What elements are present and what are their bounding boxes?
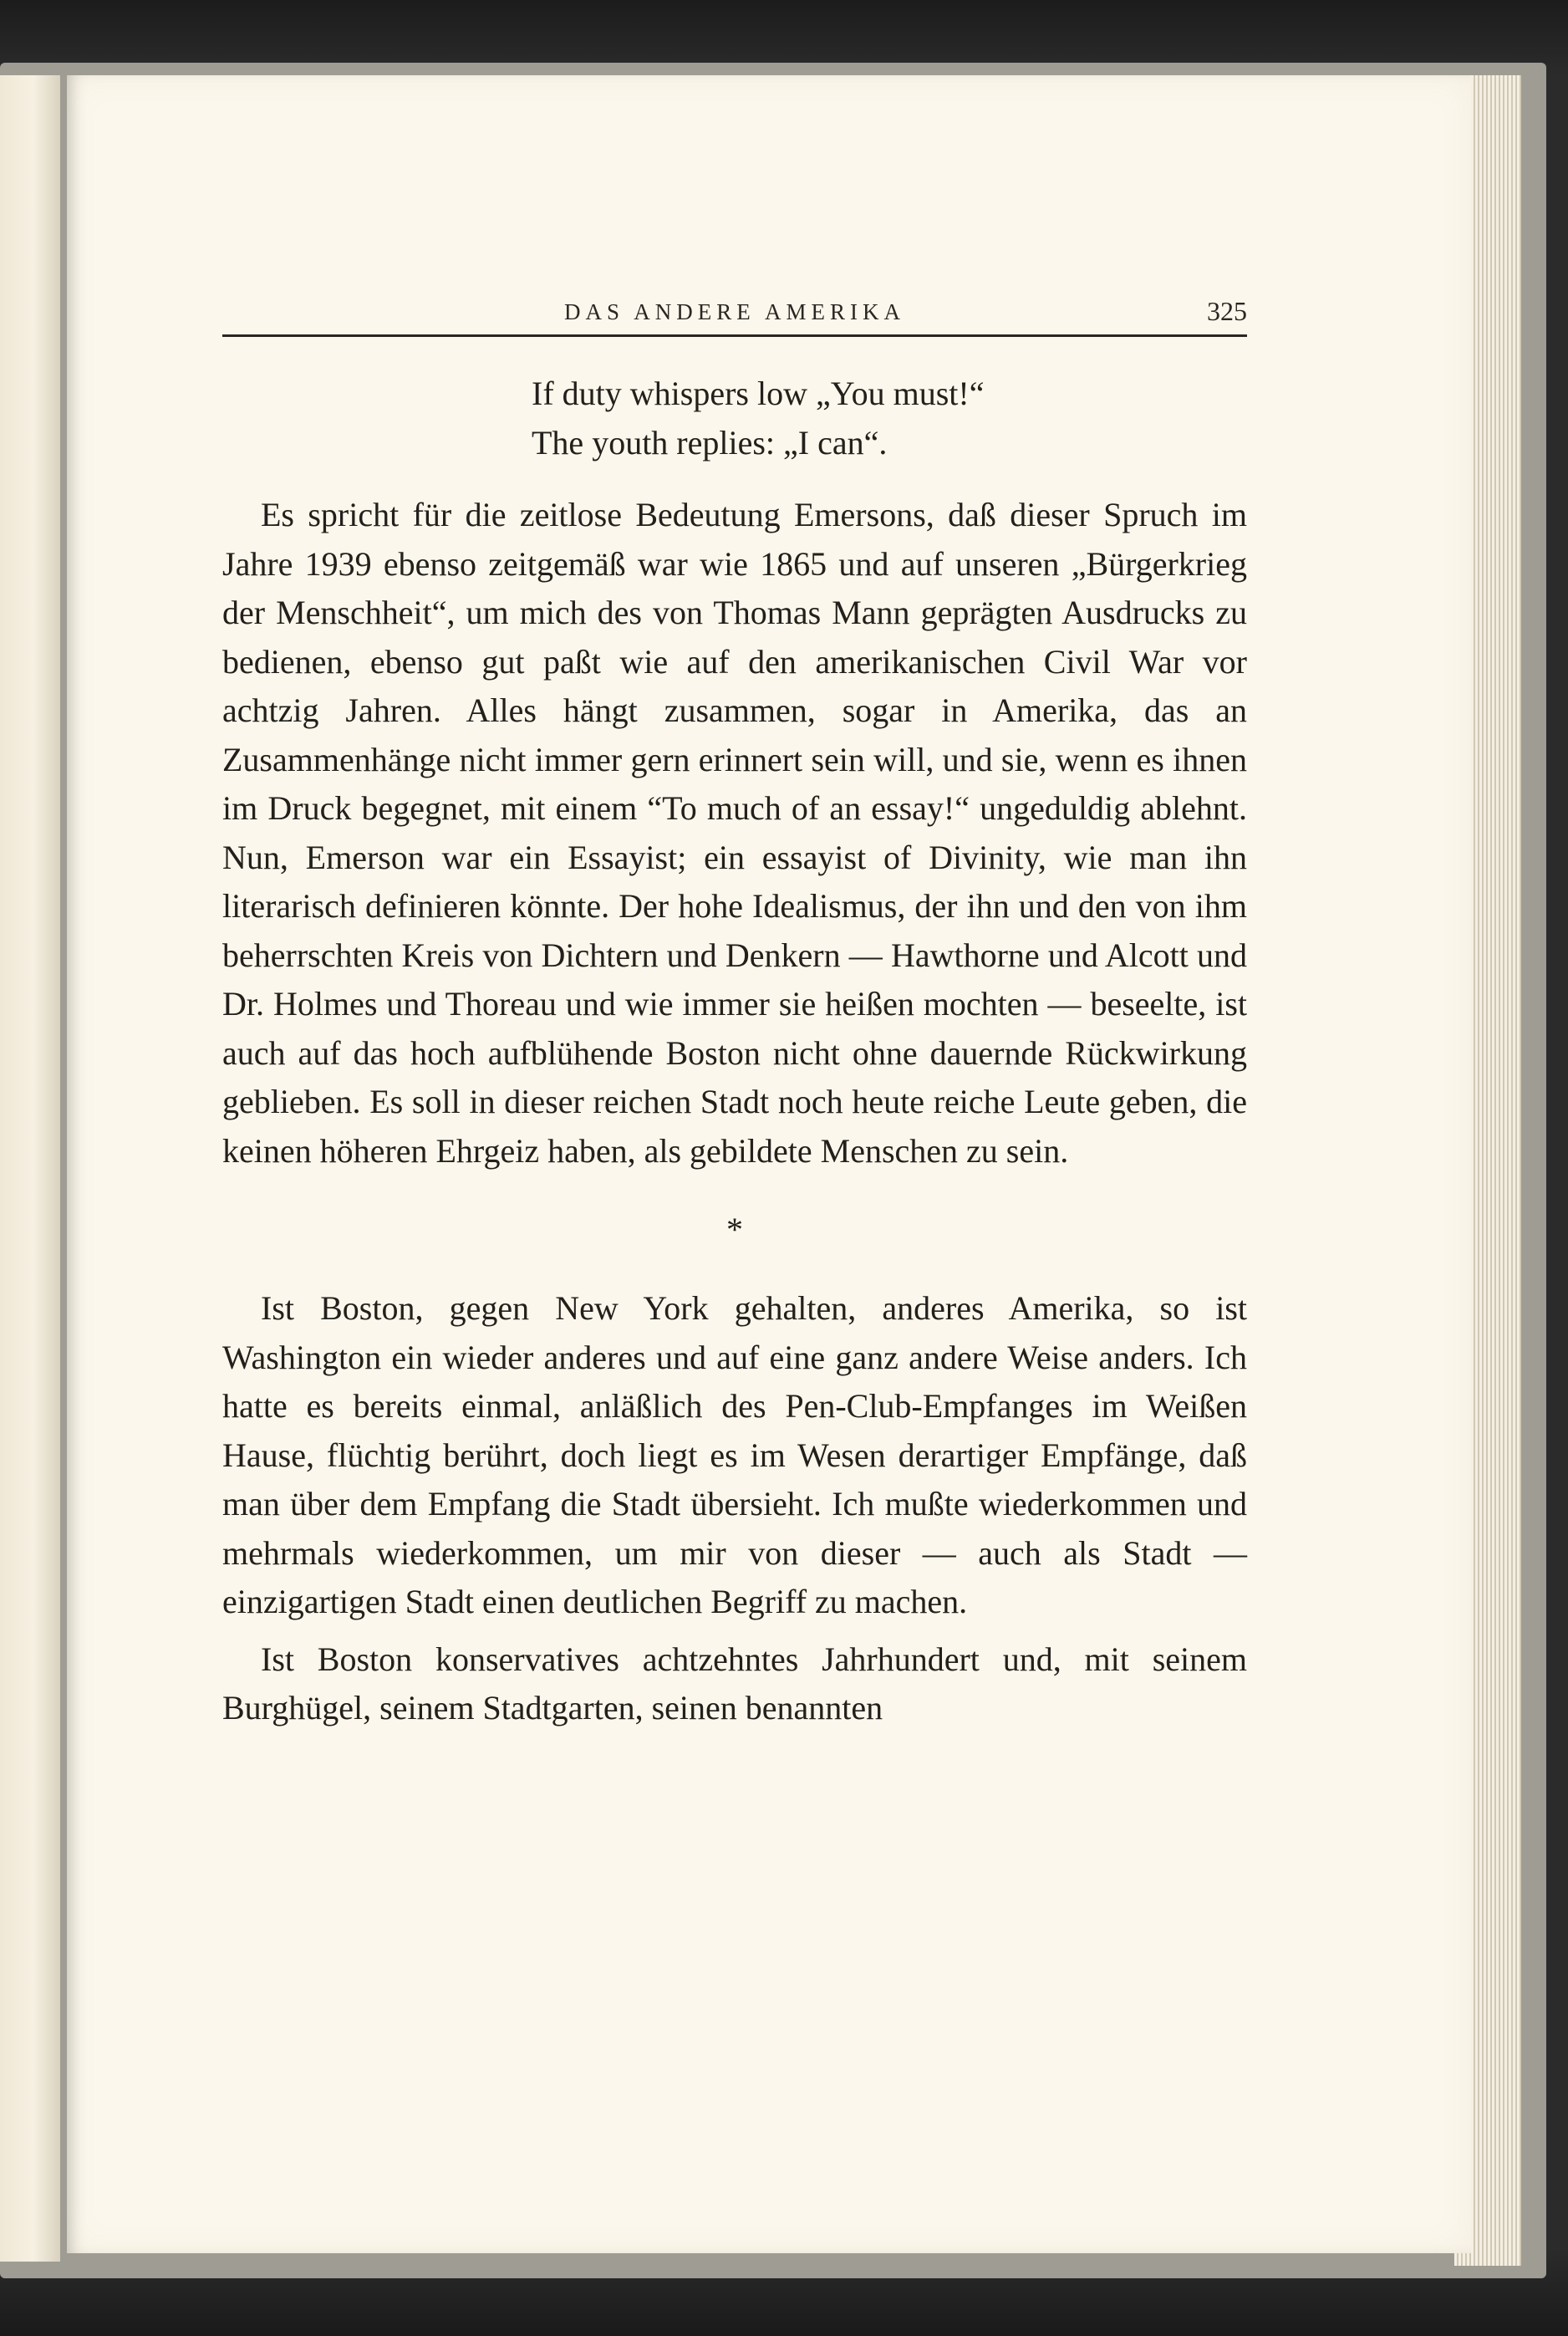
paragraph-emerson: Es spricht für die zeitlose Bedeutung Emersons, daß dieser Spruch im Jahre 1939 ebenso zeitgemäß war wie 1865 und auf unseren „Bürgerkrieg der Menschheit“, um mich des von Thomas Mann geprägten Ausdrucks zu bedienen, ebenso gut paßt wie auf den amerikanischen Civil War vor achtzig Jahren. Alles hängt zusammen, sogar in Amerika, das an Zusammenhänge nicht immer gern erinnert sein will, und sie, wenn es ihnen im Druck begegnet, mit einem “To much of an essay!“ ungeduldig ablehnt. Nun, Emerson war ein Essayist; ein essayist of Divinity, wie man ihn literarisch definieren könnte. Der hohe Idealismus, der ihn und den von ihm beherrschten Kreis von Dichtern und Denkern — Hawthorne und Alcott und Dr. Holmes und Thoreau und wie immer sie heißen mochten — beseelte, ist auch auf das hoch aufblühende Boston nicht ohne dauernde Rückwirkung geblieben. Es soll in dieser reichen Stadt noch heute reiche Leute geben, die keinen höheren Ehrgeiz haben, als gebildete Menschen zu sein. xyxy=(222,496,1247,1170)
running-title: DAS ANDERE AMERIKA xyxy=(563,299,906,324)
verse-quote xyxy=(532,370,1247,467)
paragraph-boston: Ist Boston konservatives achtzehntes Jahrhundert und, mit seinem Burghügel, seinem Stadtgarten, seinen benannten xyxy=(222,1640,1247,1726)
section-break: * xyxy=(726,1211,743,1248)
page-number: 325 xyxy=(1207,296,1247,326)
verse-line: The youth replies: „I can“. xyxy=(532,423,888,462)
book-page xyxy=(67,75,1471,2253)
facing-page-edge xyxy=(0,75,60,2262)
running-header xyxy=(222,294,1247,337)
page-body xyxy=(222,370,1247,1733)
verse-line: If duty whispers low „You must!“ xyxy=(532,375,985,412)
paragraph-washington: Ist Boston, gegen New York gehalten, anderes Amerika, so ist Washington ein wieder anderes und auf eine ganz andere Weise anders. Ich hatte es bereits einmal, anläßlich des Pen-Club-Empfanges im Weißen Hause, flüchtig berührt, doch liegt es im Wesen derartiger Empfänge, daß man über dem Empfang die Stadt übersieht. Ich mußte wiederkommen und mehrmals wiederkommen, um mir von dieser — auch als Stadt — einzigartigen Stadt einen deutlichen Begriff zu machen. xyxy=(222,1289,1247,1620)
